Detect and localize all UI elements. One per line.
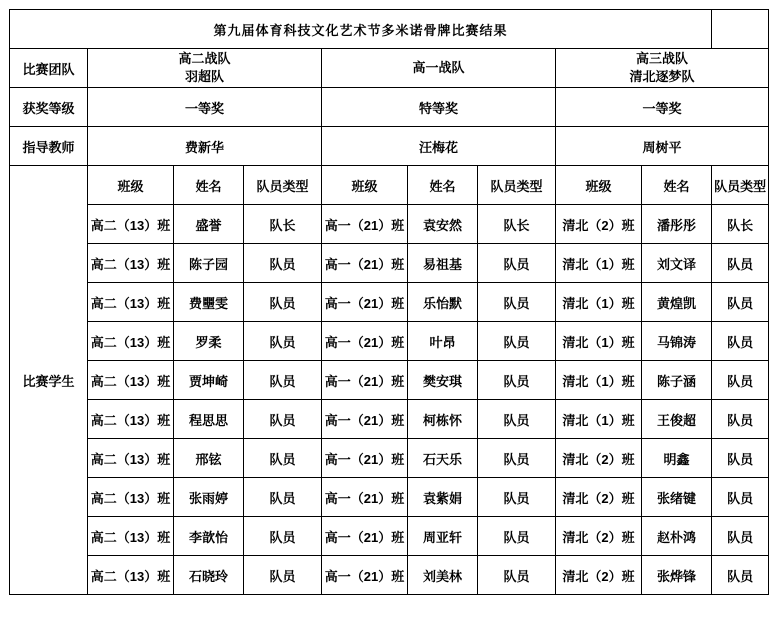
cell-class: 高二（13）班 <box>88 439 174 478</box>
cell-name: 贾坤崎 <box>174 361 244 400</box>
cell-role: 队员 <box>478 361 556 400</box>
column-header-name-1: 姓名 <box>174 166 244 205</box>
cell-name: 潘彤彤 <box>642 205 712 244</box>
cell-name: 石晓玲 <box>174 556 244 595</box>
cell-name: 刘文译 <box>642 244 712 283</box>
cell-class: 高二（13）班 <box>88 244 174 283</box>
cell-role: 队员 <box>244 439 322 478</box>
cell-name: 盛誉 <box>174 205 244 244</box>
row-label-team: 比赛团队 <box>10 49 88 88</box>
cell-class: 高二（13）班 <box>88 283 174 322</box>
column-header-class-1: 班级 <box>88 166 174 205</box>
cell-role: 队员 <box>712 517 769 556</box>
table-row <box>10 556 769 595</box>
table-row-column-headers <box>10 166 769 205</box>
team-3-name-line2: 清北逐梦队 <box>629 69 695 84</box>
cell-class: 清北（2）班 <box>556 556 642 595</box>
cell-role: 队员 <box>244 400 322 439</box>
row-label-teacher: 指导教师 <box>10 127 88 166</box>
cell-role: 队员 <box>244 361 322 400</box>
cell-name: 李歆怡 <box>174 517 244 556</box>
page-title: 第九届体育科技文化艺术节多米诺骨牌比赛结果 <box>10 10 712 49</box>
table-row <box>10 517 769 556</box>
cell-name: 张雨婷 <box>174 478 244 517</box>
table-row-team <box>10 49 769 88</box>
team-1-name-line1: 高二战队 <box>178 51 231 67</box>
cell-name: 程思思 <box>174 400 244 439</box>
cell-class: 高一（21）班 <box>322 400 408 439</box>
cell-role: 队员 <box>478 244 556 283</box>
cell-class: 清北（2）班 <box>556 205 642 244</box>
cell-class: 清北（1）班 <box>556 361 642 400</box>
teacher-cell-3: 周树平 <box>556 127 769 166</box>
team-3-name-line1: 高三战队 <box>636 51 689 67</box>
cell-role: 队员 <box>712 244 769 283</box>
cell-role: 队员 <box>244 517 322 556</box>
cell-role: 队员 <box>712 283 769 322</box>
cell-name: 易祖基 <box>408 244 478 283</box>
cell-role: 队员 <box>478 439 556 478</box>
cell-name: 柯栋怀 <box>408 400 478 439</box>
cell-class: 高二（13）班 <box>88 517 174 556</box>
cell-name: 陈子涵 <box>642 361 712 400</box>
cell-name: 费壨雯 <box>174 283 244 322</box>
cell-class: 高一（21）班 <box>322 478 408 517</box>
cell-role: 队员 <box>478 400 556 439</box>
table-row <box>10 244 769 283</box>
cell-class: 高二（13）班 <box>88 400 174 439</box>
cell-class: 清北（1）班 <box>556 283 642 322</box>
cell-role: 队长 <box>712 205 769 244</box>
cell-role: 队员 <box>244 244 322 283</box>
column-header-name-2: 姓名 <box>408 166 478 205</box>
table-row <box>10 361 769 400</box>
cell-class: 高一（21）班 <box>322 361 408 400</box>
cell-role: 队员 <box>712 400 769 439</box>
cell-role: 队员 <box>712 361 769 400</box>
cell-class: 清北（1）班 <box>556 400 642 439</box>
row-label-award: 获奖等级 <box>10 88 88 127</box>
cell-class: 清北（2）班 <box>556 439 642 478</box>
cell-role: 队员 <box>712 556 769 595</box>
column-header-role-3: 队员类型 <box>712 166 769 205</box>
cell-role: 队员 <box>244 283 322 322</box>
teacher-cell-1: 费新华 <box>88 127 322 166</box>
results-table <box>9 9 769 595</box>
cell-name: 马锦涛 <box>642 322 712 361</box>
column-header-class-2: 班级 <box>322 166 408 205</box>
team-name-cell-1 <box>88 49 322 88</box>
cell-class: 高二（13）班 <box>88 322 174 361</box>
spreadsheet-sheet <box>0 9 777 636</box>
cell-class: 高一（21）班 <box>322 205 408 244</box>
cell-class: 高二（13）班 <box>88 478 174 517</box>
cell-role: 队员 <box>478 478 556 517</box>
column-header-role-1: 队员类型 <box>244 166 322 205</box>
table-row <box>10 439 769 478</box>
cell-role: 队员 <box>478 283 556 322</box>
cell-class: 高一（21）班 <box>322 439 408 478</box>
cell-class: 高一（21）班 <box>322 283 408 322</box>
column-header-name-3: 姓名 <box>642 166 712 205</box>
team-2-name-line1: 高一战队 <box>412 60 465 76</box>
table-row-teacher <box>10 127 769 166</box>
cell-name: 石天乐 <box>408 439 478 478</box>
cell-role: 队员 <box>478 322 556 361</box>
cell-class: 清北（2）班 <box>556 517 642 556</box>
cell-name: 张烨锋 <box>642 556 712 595</box>
cell-role: 队员 <box>478 517 556 556</box>
cell-class: 清北（1）班 <box>556 244 642 283</box>
cell-class: 清北（2）班 <box>556 478 642 517</box>
cell-name: 刘美林 <box>408 556 478 595</box>
cell-class: 高二（13）班 <box>88 556 174 595</box>
cell-class: 高一（21）班 <box>322 322 408 361</box>
title-spacer-cell <box>712 10 769 49</box>
cell-name: 周亚轩 <box>408 517 478 556</box>
award-cell-3: 一等奖 <box>556 88 769 127</box>
cell-name: 罗柔 <box>174 322 244 361</box>
cell-role: 队长 <box>244 205 322 244</box>
cell-role: 队员 <box>244 556 322 595</box>
table-row-title <box>10 10 769 49</box>
cell-role: 队长 <box>478 205 556 244</box>
cell-class: 高二（13）班 <box>88 205 174 244</box>
cell-role: 队员 <box>478 556 556 595</box>
cell-name: 乐怡默 <box>408 283 478 322</box>
cell-name: 王俊超 <box>642 400 712 439</box>
cell-name: 袁紫娟 <box>408 478 478 517</box>
cell-name: 黄煌凯 <box>642 283 712 322</box>
table-row-award <box>10 88 769 127</box>
cell-role: 队员 <box>244 478 322 517</box>
table-row <box>10 400 769 439</box>
team-name-cell-3 <box>556 49 769 88</box>
cell-class: 清北（1）班 <box>556 322 642 361</box>
cell-name: 邢铉 <box>174 439 244 478</box>
table-row <box>10 283 769 322</box>
cell-class: 高一（21）班 <box>322 244 408 283</box>
column-header-class-3: 班级 <box>556 166 642 205</box>
cell-name: 张绪键 <box>642 478 712 517</box>
team-1-name-line2: 羽超队 <box>184 69 224 84</box>
cell-name: 叶昂 <box>408 322 478 361</box>
cell-name: 明鑫 <box>642 439 712 478</box>
cell-role: 队员 <box>244 322 322 361</box>
cell-name: 樊安琪 <box>408 361 478 400</box>
teacher-cell-2: 汪梅花 <box>322 127 556 166</box>
cell-class: 高一（21）班 <box>322 517 408 556</box>
cell-name: 赵朴鸿 <box>642 517 712 556</box>
cell-role: 队员 <box>712 478 769 517</box>
table-row <box>10 322 769 361</box>
team-name-cell-2 <box>322 49 556 88</box>
row-label-students: 比赛学生 <box>10 166 88 595</box>
cell-class: 高一（21）班 <box>322 556 408 595</box>
award-cell-1: 一等奖 <box>88 88 322 127</box>
cell-name: 袁安然 <box>408 205 478 244</box>
table-row <box>10 205 769 244</box>
cell-name: 陈子园 <box>174 244 244 283</box>
cell-role: 队员 <box>712 439 769 478</box>
cell-class: 高二（13）班 <box>88 361 174 400</box>
award-cell-2: 特等奖 <box>322 88 556 127</box>
table-row <box>10 478 769 517</box>
cell-role: 队员 <box>712 322 769 361</box>
column-header-role-2: 队员类型 <box>478 166 556 205</box>
